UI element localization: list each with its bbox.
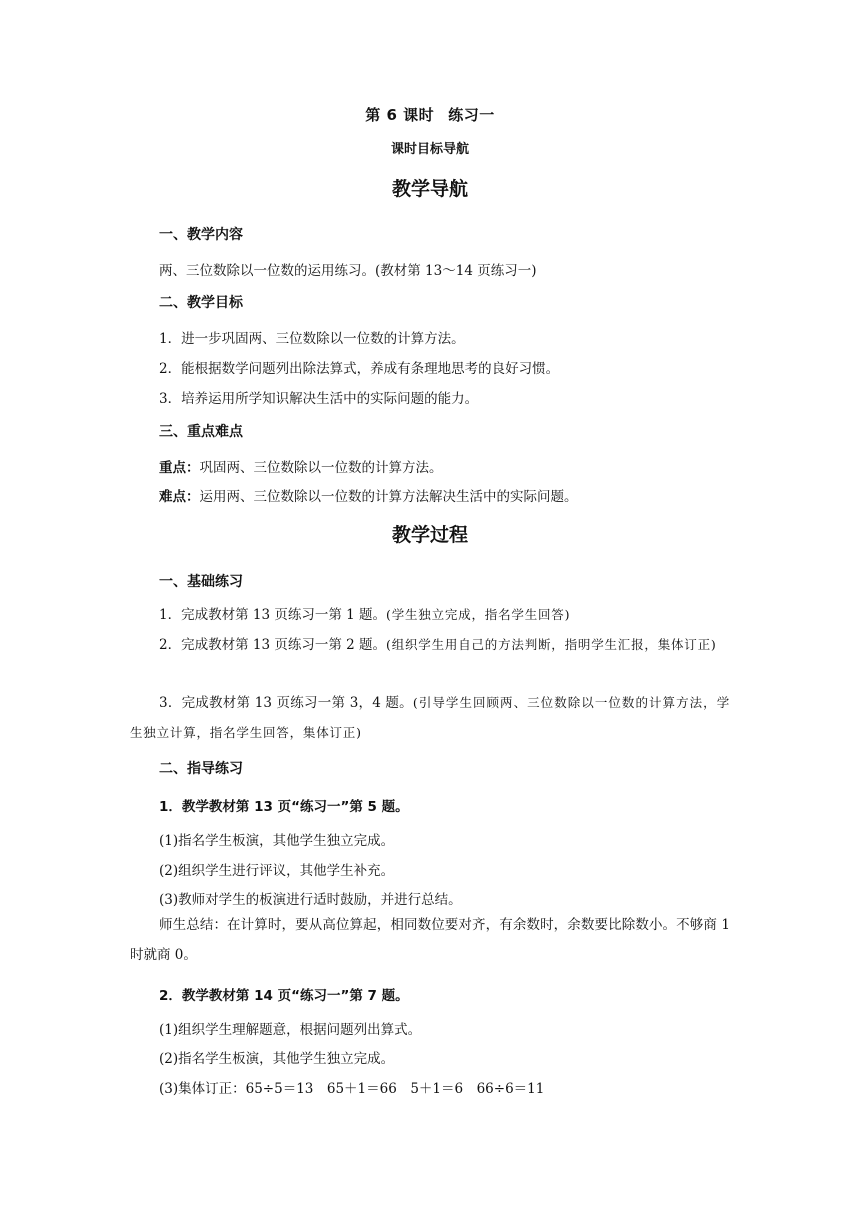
basic-item-3 bbox=[130, 688, 730, 748]
key-point bbox=[159, 456, 443, 476]
basic-item-3-note: (引导学生回顾两、三位数除以一位数的计算方法，学生独立计算，指名学生回答，集体订正) bbox=[130, 695, 730, 740]
section-title-process: 教学过程 bbox=[391, 524, 468, 546]
heading-key-points: 三、重点难点 bbox=[159, 424, 243, 440]
content-text: 两、三位数除以一位数的运用练习。(教材第 13～14 页练习一) bbox=[159, 263, 537, 279]
difficulty-text: 运用两、三位数除以一位数的计算方法解决生活中的实际问题。 bbox=[199, 489, 578, 505]
basic-item-2-note: (组织学生用自己的方法判断，指明学生汇报，集体订正) bbox=[386, 637, 717, 652]
key-label: 重点： bbox=[159, 460, 200, 476]
guide1-title: 1．教学教材第 13 页“练习一”第 5 题。 bbox=[159, 799, 409, 815]
goal-item-3: 3．培养运用所学知识解决生活中的实际问题的能力。 bbox=[159, 391, 479, 407]
guide2-step-1: (1)组织学生理解题意，根据问题列出算式。 bbox=[159, 1022, 422, 1038]
basic-item-1 bbox=[130, 600, 730, 630]
basic-item-1-text: 1．完成教材第 13 页练习一第 1 题。 bbox=[159, 607, 387, 623]
basic-item-2 bbox=[130, 630, 730, 660]
guide1-summary: 师生总结：在计算时，要从高位算起，相同数位要对齐，有余数时，余数要比除数小。不够商 1 时就商 0。 bbox=[130, 917, 730, 963]
guide2-step-2: (2)指名学生板演，其他学生独立完成。 bbox=[159, 1051, 395, 1067]
page-subtitle: 课时目标导航 bbox=[390, 142, 469, 157]
lesson-name: 练习一 bbox=[448, 106, 495, 124]
goal-item-1: 1．进一步巩固两、三位数除以一位数的计算方法。 bbox=[159, 331, 465, 347]
lesson-number: 第 6 课时 bbox=[365, 106, 435, 124]
heading-guided-practice: 二、指导练习 bbox=[159, 761, 243, 777]
guide1-step-1: (1)指名学生板演，其他学生独立完成。 bbox=[159, 833, 395, 849]
guide2-title: 2．教学教材第 14 页“练习一”第 7 题。 bbox=[159, 988, 409, 1004]
basic-item-1-note: (学生独立完成，指名学生回答) bbox=[386, 607, 571, 622]
key-text: 巩固两、三位数除以一位数的计算方法。 bbox=[199, 460, 443, 476]
heading-goals: 二、教学目标 bbox=[159, 295, 243, 311]
difficulty-point bbox=[159, 485, 578, 505]
section-title-guide: 教学导航 bbox=[391, 178, 468, 200]
guide1-step-2: (2)组织学生进行评议，其他学生补充。 bbox=[159, 863, 395, 879]
guide2-step-3: (3)集体订正：65÷5＝13 65＋1＝66 5＋1＝6 66÷6＝11 bbox=[159, 1081, 545, 1097]
heading-content: 一、教学内容 bbox=[159, 227, 243, 243]
heading-basic-practice: 一、基础练习 bbox=[159, 574, 243, 590]
goal-item-2: 2．能根据数学问题列出除法算式，养成有条理地思考的良好习惯。 bbox=[159, 361, 560, 377]
guide1-step-3: (3)教师对学生的板演进行适时鼓励，并进行总结。 bbox=[159, 892, 462, 908]
lesson-title bbox=[0, 104, 860, 125]
difficulty-label: 难点： bbox=[159, 489, 200, 505]
basic-item-3-text: 3．完成教材第 13 页练习一第 3，4 题。 bbox=[159, 695, 413, 711]
basic-item-2-text: 2．完成教材第 13 页练习一第 2 题。 bbox=[159, 637, 387, 653]
